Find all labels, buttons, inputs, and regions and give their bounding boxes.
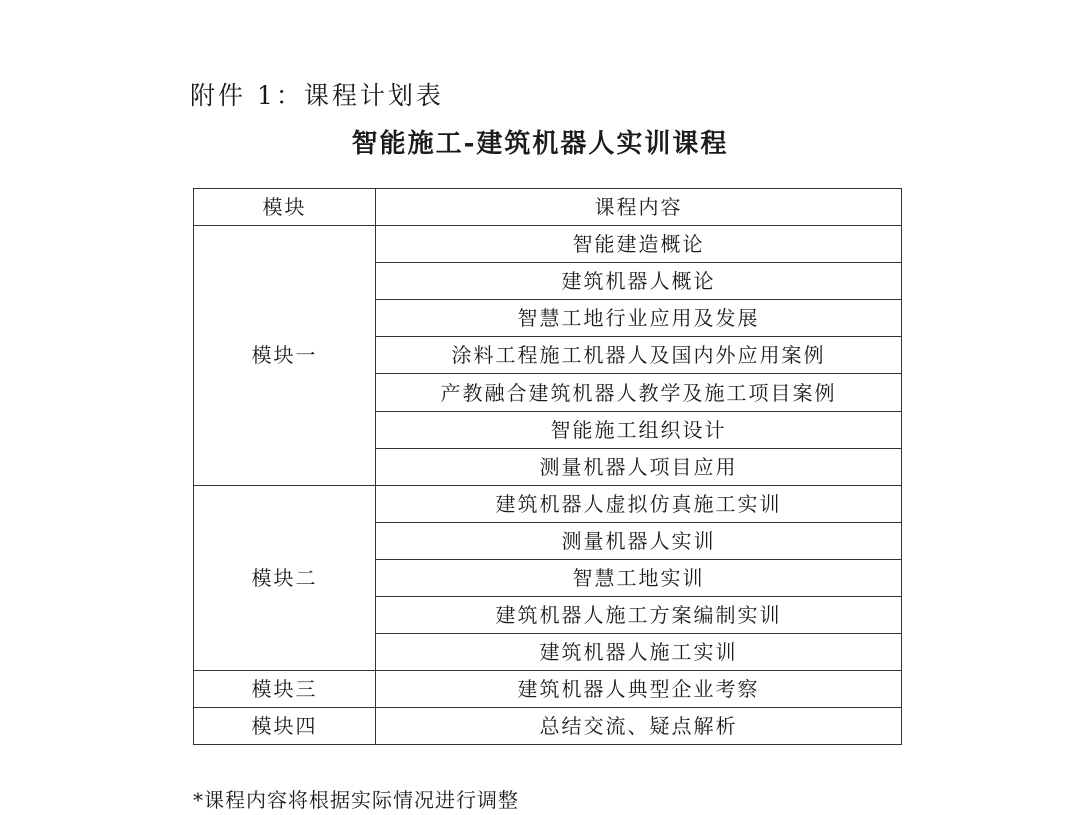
course-table-body — [194, 226, 902, 745]
header-course-content: 课程内容 — [376, 189, 902, 226]
course-cell: 建筑机器人概论 — [376, 263, 902, 300]
course-cell: 智能建造概论 — [376, 226, 902, 263]
course-cell: 建筑机器人典型企业考察 — [376, 671, 902, 708]
module-cell: 模块二 — [194, 485, 376, 670]
header-module: 模块 — [194, 189, 376, 226]
course-plan-table — [193, 188, 902, 745]
course-cell: 建筑机器人虚拟仿真施工实训 — [376, 485, 902, 522]
course-cell: 涂料工程施工机器人及国内外应用案例 — [376, 337, 902, 374]
course-cell: 建筑机器人施工方案编制实训 — [376, 597, 902, 634]
document-title: 智能施工-建筑机器人实训课程 — [351, 129, 729, 159]
table-header-row — [194, 189, 902, 226]
module-cell: 模块四 — [194, 708, 376, 745]
course-cell: 测量机器人项目应用 — [376, 448, 902, 485]
module-cell: 模块一 — [194, 226, 376, 486]
attachment-label: 附件 1：课程计划表 — [190, 81, 444, 110]
table-row — [194, 226, 902, 263]
table-row — [194, 485, 902, 522]
module-cell: 模块三 — [194, 671, 376, 708]
table-row — [194, 671, 902, 708]
course-cell: 智能施工组织设计 — [376, 411, 902, 448]
course-cell: 智慧工地实训 — [376, 559, 902, 596]
course-cell: 产教融合建筑机器人教学及施工项目案例 — [376, 374, 902, 411]
table-row — [194, 708, 902, 745]
course-cell: 智慧工地行业应用及发展 — [376, 300, 902, 337]
course-cell: 总结交流、疑点解析 — [376, 708, 902, 745]
course-cell: 建筑机器人施工实训 — [376, 634, 902, 671]
footnote: *课程内容将根据实际情况进行调整 — [193, 788, 519, 812]
course-cell: 测量机器人实训 — [376, 522, 902, 559]
